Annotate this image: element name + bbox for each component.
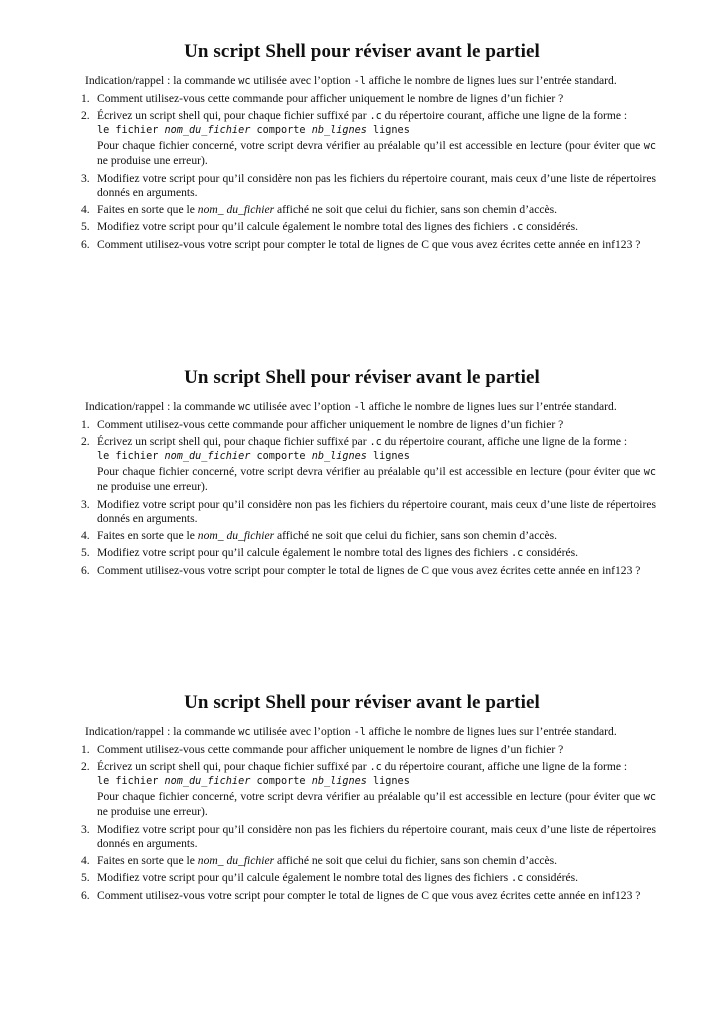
question-4: 4. Faites en sorte que le nom_ du_fichier affiché ne soit que celui du fichier, sans son chemin d’accès. — [81, 203, 558, 217]
question-6: 6. Comment utilisez-vous votre script pour compter le total de lignes de C que vous avez écrites cette année en inf123 ? — [81, 238, 641, 252]
question-list — [68, 743, 656, 904]
output-format-line: le fichier nom_du_fichier comporte nb_lignes lignes — [97, 451, 410, 463]
question-6: 6. Comment utilisez-vous votre script pour compter le total de lignes de C que vous avez écrites cette année en inf123 ? — [81, 889, 641, 903]
exercise-copy-3 — [68, 691, 656, 907]
exercise-title: Un script Shell pour réviser avant le partiel — [184, 692, 540, 713]
question-4: 4. Faites en sorte que le nom_ du_fichier affiché ne soit que celui du fichier, sans son chemin d’accès. — [81, 529, 558, 543]
question-1: 1. Comment utilisez-vous cette commande pour afficher uniquement le nombre de lignes d’un fichier ? — [81, 417, 564, 431]
exercise-title: Un script Shell pour réviser avant le partiel — [184, 367, 540, 388]
question-2: 2. Écrivez un script shell qui, pour chaque fichier suffixé par .c du répertoire courant, affiche une ligne de la forme : le fichier nom_du_fichier comporte nb_lignes lignes Pour chaque fichier concerné, votre script devra vérifier au préalable qu’il est accessible en lecture (pour éviter que wc ne produise une erreur). — [81, 108, 656, 168]
question-list — [68, 92, 656, 253]
output-format-line: le fichier nom_du_fichier comporte nb_lignes lignes — [97, 125, 410, 137]
intro-paragraph: Indication/rappel : la commande wc utilisée avec l’option -l affiche le nombre de lignes lues sur l’entrée standard. — [85, 74, 617, 87]
exercise-copy-2 — [68, 366, 656, 582]
question-5: 5. Modifiez votre script pour qu’il calcule également le nombre total des lignes des fichiers .c considérés. — [81, 871, 579, 885]
intro-paragraph: Indication/rappel : la commande wc utilisée avec l’option -l affiche le nombre de lignes lues sur l’entrée standard. — [85, 400, 617, 413]
question-5: 5. Modifiez votre script pour qu’il calcule également le nombre total des lignes des fichiers .c considérés. — [81, 220, 579, 234]
question-2: 2. Écrivez un script shell qui, pour chaque fichier suffixé par .c du répertoire courant, affiche une ligne de la forme : le fichier nom_du_fichier comporte nb_lignes lignes Pour chaque fichier concerné, votre script devra vérifier au préalable qu’il est accessible en lecture (pour éviter que wc ne produise une erreur). — [81, 759, 656, 819]
question-4: 4. Faites en sorte que le nom_ du_fichier affiché ne soit que celui du fichier, sans son chemin d’accès. — [81, 854, 558, 868]
question-5: 5. Modifiez votre script pour qu’il calcule également le nombre total des lignes des fichiers .c considérés. — [81, 546, 579, 560]
question-3: 3. Modifiez votre script pour qu’il considère non pas les fichiers du répertoire courant, mais ceux d’une liste de répertoires donnés en arguments. — [81, 822, 656, 851]
exercise-copy-1 — [68, 40, 656, 256]
question-list — [68, 418, 656, 579]
intro-paragraph: Indication/rappel : la commande wc utilisée avec l’option -l affiche le nombre de lignes lues sur l’entrée standard. — [85, 725, 617, 738]
question-1: 1. Comment utilisez-vous cette commande pour afficher uniquement le nombre de lignes d’un fichier ? — [81, 91, 564, 105]
question-3: 3. Modifiez votre script pour qu’il considère non pas les fichiers du répertoire courant, mais ceux d’une liste de répertoires donnés en arguments. — [81, 171, 656, 200]
exercise-title: Un script Shell pour réviser avant le partiel — [184, 41, 540, 62]
question-3: 3. Modifiez votre script pour qu’il considère non pas les fichiers du répertoire courant, mais ceux d’une liste de répertoires donnés en arguments. — [81, 497, 656, 526]
output-format-line: le fichier nom_du_fichier comporte nb_lignes lignes — [97, 776, 410, 788]
question-6: 6. Comment utilisez-vous votre script pour compter le total de lignes de C que vous avez écrites cette année en inf123 ? — [81, 564, 641, 578]
question-1: 1. Comment utilisez-vous cette commande pour afficher uniquement le nombre de lignes d’un fichier ? — [81, 742, 564, 756]
question-2: 2. Écrivez un script shell qui, pour chaque fichier suffixé par .c du répertoire courant, affiche une ligne de la forme : le fichier nom_du_fichier comporte nb_lignes lignes Pour chaque fichier concerné, votre script devra vérifier au préalable qu’il est accessible en lecture (pour éviter que wc ne produise une erreur). — [81, 434, 656, 494]
